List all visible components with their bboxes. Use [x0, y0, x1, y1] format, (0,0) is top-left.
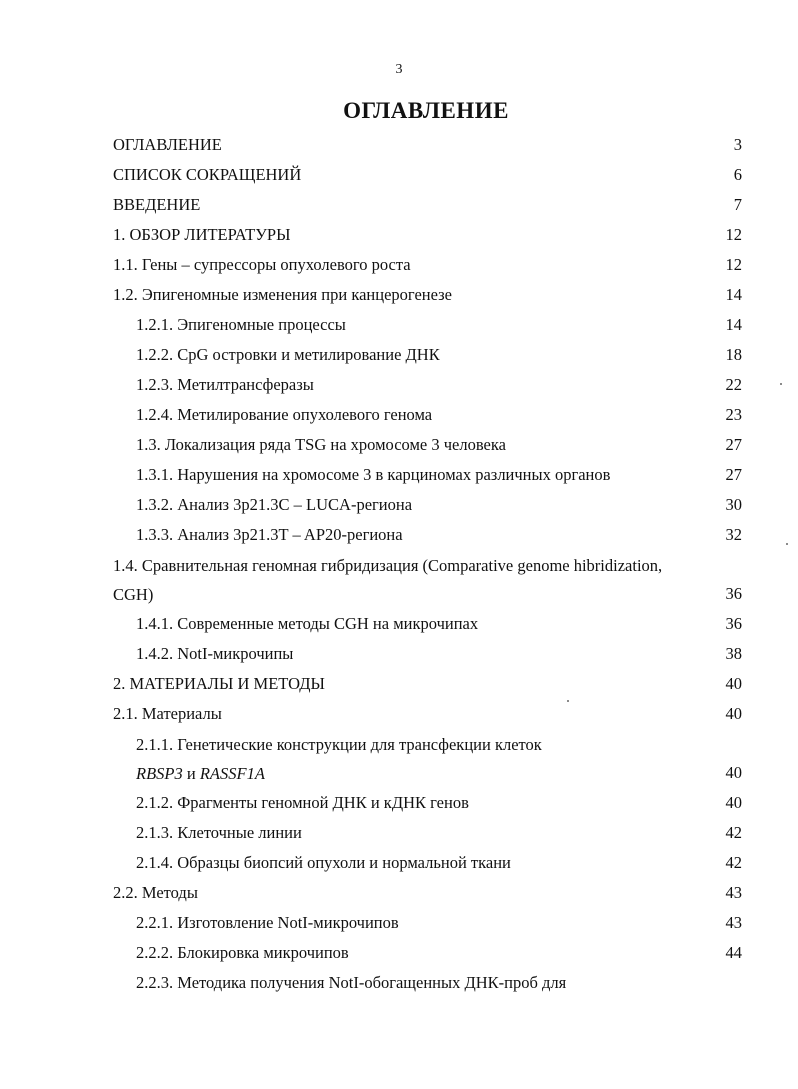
toc-entry-page: 36 — [725, 584, 742, 603]
toc-entry-title: 1.4.1. Современные методы CGH на микрочипах — [136, 614, 479, 633]
toc-entry — [0, 190, 798, 220]
toc-entry — [0, 370, 798, 400]
toc-entry-title: 1.2.2. CpG островки и метилирование ДНК — [136, 345, 440, 364]
toc-entry-page: 44 — [725, 943, 742, 962]
toc-entry-page: 14 — [725, 315, 742, 334]
toc-entry — [0, 908, 798, 938]
toc-entry-title: 1.3.3. Анализ 3p21.3T – AP20-региона — [136, 525, 403, 544]
gene-name: RBSP3 — [136, 764, 183, 783]
toc-entry-title: 1.2.3. Метилтрансферазы — [136, 375, 314, 394]
toc-entry-title: ОГЛАВЛЕНИЕ — [113, 135, 222, 154]
toc-entry — [0, 430, 798, 460]
toc-entry-title: 2.2.2. Блокировка микрочипов — [136, 943, 349, 962]
toc-entry-page: 43 — [725, 883, 742, 902]
toc-entry-page: 38 — [725, 644, 742, 663]
toc-entry-title: 2.1.4. Образцы биопсий опухоли и нормальной ткани — [136, 853, 511, 872]
table-of-contents — [0, 130, 798, 998]
toc-entry-page: 18 — [725, 345, 742, 364]
toc-entry — [0, 669, 798, 699]
toc-entry — [0, 788, 798, 818]
toc-entry — [0, 310, 798, 340]
toc-entry-page: 23 — [725, 405, 742, 424]
toc-entry-title: 1.3.2. Анализ 3p21.3C – LUCA-региона — [136, 495, 413, 514]
toc-entry — [0, 250, 798, 280]
toc-entry-title: 2. МАТЕРИАЛЫ И МЕТОДЫ — [113, 674, 325, 693]
toc-entry — [0, 490, 798, 520]
toc-entry-page: 42 — [725, 853, 742, 872]
toc-entry — [0, 729, 798, 788]
toc-entry-page: 6 — [733, 165, 742, 184]
toc-entry-title: 1.2.1. Эпигеномные процессы — [136, 315, 346, 334]
toc-entry-page: 40 — [725, 704, 742, 723]
toc-entry-title: 2.1.3. Клеточные линии — [136, 823, 302, 842]
toc-entry-page: 30 — [725, 495, 742, 514]
gene-name: RASSF1A — [199, 764, 265, 783]
toc-entry — [0, 130, 798, 160]
toc-entry-page: 36 — [725, 614, 742, 633]
toc-entry-title-line2 — [136, 759, 696, 788]
toc-entry-page: 12 — [725, 225, 742, 244]
page-number: 3 — [395, 62, 403, 77]
toc-entry — [0, 699, 798, 729]
toc-entry-title: 2.1. Материалы — [113, 704, 222, 723]
toc-entry-title — [136, 730, 696, 788]
toc-entry-title: СПИСОК СОКРАЩЕНИЙ — [113, 165, 302, 184]
page-title: ОГЛАВЛЕНИЕ — [343, 98, 509, 123]
toc-entry-title: 1. ОБЗОР ЛИТЕРАТУРЫ — [113, 225, 291, 244]
toc-entry-title-line1: 2.1.1. Генетические конструкции для трансфекции клеток — [136, 735, 542, 754]
toc-entry-page: 32 — [725, 525, 742, 544]
toc-entry-title: 2.1.2. Фрагменты геномной ДНК и кДНК генов — [136, 793, 469, 812]
toc-entry-title: 2.2.1. Изготовление NotI-микрочипов — [136, 913, 399, 932]
toc-entry-page: 40 — [725, 793, 742, 812]
toc-entry-title: 1.1. Гены – супрессоры опухолевого роста — [113, 255, 411, 274]
toc-entry-title: 1.3. Локализация ряда TSG на хромосоме 3 человека — [136, 435, 506, 454]
toc-entry — [0, 639, 798, 669]
toc-entry-page: 12 — [725, 255, 742, 274]
toc-entry-title: 2.2. Методы — [113, 883, 198, 902]
toc-entry — [0, 609, 798, 639]
toc-entry — [0, 968, 798, 998]
toc-entry — [0, 220, 798, 250]
toc-entry — [0, 400, 798, 430]
toc-entry-page: 27 — [725, 465, 742, 484]
toc-entry — [0, 938, 798, 968]
toc-entry-title: 1.2.4. Метилирование опухолевого генома — [136, 405, 433, 424]
conjunction: и — [182, 764, 200, 783]
toc-entry-page: 40 — [725, 674, 742, 693]
toc-entry-title-line1: 1.4. Сравнительная геномная гибридизация (Comparative genome hibridization, — [113, 556, 663, 575]
scan-speck — [567, 700, 569, 702]
toc-entry-page: 42 — [725, 823, 742, 842]
toc-entry — [0, 280, 798, 310]
toc-entry-title — [113, 551, 713, 609]
toc-entry-title: 1.2. Эпигеномные изменения при канцерогенезе — [113, 285, 452, 304]
scan-speck — [786, 543, 788, 545]
toc-entry — [0, 460, 798, 490]
toc-entry-title: 2.2.3. Методика получения NotI-обогащенных ДНК-проб для — [136, 973, 567, 992]
toc-entry — [0, 340, 798, 370]
toc-entry-title: ВВЕДЕНИЕ — [113, 195, 201, 214]
toc-entry — [0, 848, 798, 878]
toc-entry-page: 22 — [725, 375, 742, 394]
toc-entry-page: 40 — [725, 763, 742, 782]
scan-speck — [780, 383, 782, 385]
toc-entry — [0, 550, 798, 609]
toc-entry-page: 3 — [733, 135, 742, 154]
toc-entry — [0, 520, 798, 550]
toc-entry — [0, 818, 798, 848]
toc-entry-title: 1.4.2. NotI-микрочипы — [136, 644, 294, 663]
toc-entry-page: 7 — [733, 195, 742, 214]
toc-entry-page: 27 — [725, 435, 742, 454]
toc-entry-page: 14 — [725, 285, 742, 304]
toc-entry — [0, 878, 798, 908]
toc-entry — [0, 160, 798, 190]
toc-entry-title: 1.3.1. Нарушения на хромосоме 3 в карциномах различных органов — [136, 465, 611, 484]
toc-entry-page: 43 — [725, 913, 742, 932]
toc-entry-title-line2: CGH) — [113, 585, 154, 604]
